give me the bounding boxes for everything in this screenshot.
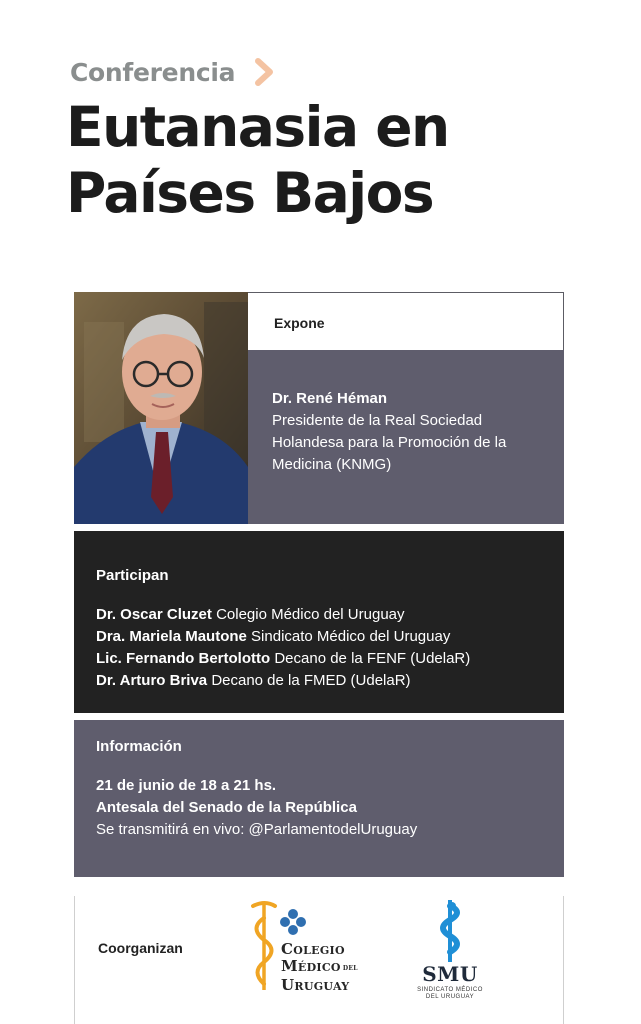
cmu-line1: Colegio bbox=[281, 940, 345, 958]
speaker-photo bbox=[74, 292, 248, 524]
event-stream: Se transmitirá en vivo: @ParlamentodelUruguay bbox=[96, 821, 418, 838]
info-title: Información bbox=[96, 738, 182, 755]
chevron-right-icon bbox=[251, 56, 277, 88]
kicker bbox=[70, 56, 277, 88]
participant-name: Dr. Arturo Briva bbox=[96, 672, 208, 689]
participant-name: Dr. Oscar Cluzet bbox=[96, 606, 212, 623]
participant-affiliation: Sindicato Médico del Uruguay bbox=[251, 628, 451, 645]
smu-subtitle bbox=[405, 987, 495, 1001]
kicker-text: Conferencia bbox=[70, 57, 236, 87]
page-title: Eutanasia en Países Bajos bbox=[66, 95, 449, 225]
flower-emblem-icon bbox=[279, 908, 307, 936]
coorganizers-footer bbox=[74, 896, 564, 1024]
colegio-medico-logo bbox=[245, 898, 380, 998]
info-panel bbox=[74, 720, 564, 877]
speaker-portrait bbox=[74, 292, 248, 524]
participants-panel bbox=[74, 531, 564, 713]
participant-row bbox=[96, 604, 542, 626]
cmu-line2: Médico bbox=[281, 957, 341, 975]
expone-header bbox=[248, 292, 564, 350]
participant-affiliation: Decano de la FENF (UdelaR) bbox=[274, 650, 471, 667]
participant-affiliation: Colegio Médico del Uruguay bbox=[216, 606, 405, 623]
cmu-line3: Uruguay bbox=[281, 976, 350, 994]
event-date: 21 de junio de 18 a 21 hs. bbox=[96, 777, 277, 794]
expone-label: Expone bbox=[274, 315, 325, 331]
participant-affiliation: Decano de la FMED (UdelaR) bbox=[211, 672, 411, 689]
speaker-role: Presidente de la Real Sociedad Holandesa para la Promoción de la Medicina (KNMG) bbox=[272, 412, 507, 473]
cmu-del: DEL bbox=[342, 965, 358, 972]
event-venue: Antesala del Senado de la República bbox=[96, 799, 357, 816]
speaker-card bbox=[74, 292, 564, 524]
participant-name: Dra. Mariela Mautone bbox=[96, 628, 247, 645]
coorganizers-label: Coorganizan bbox=[98, 940, 183, 956]
smu-abbr: SMU bbox=[422, 962, 478, 986]
smu-logo bbox=[405, 898, 495, 1008]
smu-sub1: SINDICATO MÉDICO bbox=[417, 987, 483, 993]
speaker-name: Dr. René Héman bbox=[272, 390, 388, 407]
participant-row bbox=[96, 626, 542, 648]
participant-row bbox=[96, 648, 542, 670]
speaker-info bbox=[248, 350, 564, 524]
rod-of-asclepius-icon bbox=[430, 898, 470, 964]
participants-title: Participan bbox=[96, 567, 169, 584]
smu-sub2: DEL URUGUAY bbox=[425, 994, 475, 1000]
colegio-medico-wordmark bbox=[281, 941, 358, 994]
participant-name: Lic. Fernando Bertolotto bbox=[96, 650, 271, 667]
participant-row bbox=[96, 670, 542, 692]
